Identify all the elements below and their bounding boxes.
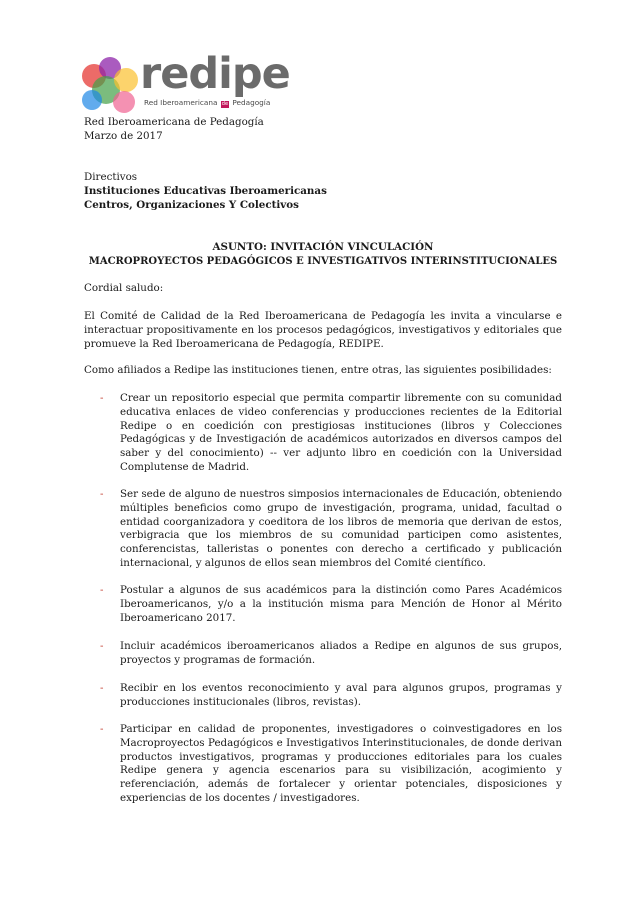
recipient-line-3: Centros, Organizaciones Y Colectivos	[84, 199, 299, 211]
list-item-text: Participar en calidad de proponentes, investigadores o coinvestigadores en los Macroproyectos Pedagógicos e Investigativos Interinstitucionales, de donde derivan productos investigativos, programas y producciones editoriales para los cuales Redipe genera y agencia escenarios para su visibilización, acogimiento y referenciación, además de fortalecer y orientar potenciales, disposiciones y experiencias de los docentes / investigadores.	[120, 723, 562, 804]
subject-line-1: ASUNTO: INVITACIÓN VINCULACIÓN	[212, 241, 434, 253]
bullet-dash: -	[100, 682, 104, 694]
recipient-line-1: Directivos	[84, 171, 138, 183]
list-item-text: Crear un repositorio especial que permita compartir libremente con su comunidad educativa enlaces de video conferencias y producciones recientes de la Editorial Redipe o en coedición con prestigiosas instituciones (libros y Colecciones Pedagógicas y de Investigación de académicos autorizados en diversos campos del saber y del conocimiento) -- ver adjunto libro en coedición con la Universidad Complutense de Madrid.	[120, 392, 562, 473]
list-item-text: Ser sede de alguno de nuestros simposios internacionales de Educación, obteniendo múltiples beneficios como grupo de investigación, programa, unidad, facultad o entidad coorganizadora y coeditora de los libros de memoria que derivan de estos, verbigracia que los miembros de su comunidad participen como asistentes, conferencistas, talleristas o ponentes con derecho a certificado y publicación internacional, y algunos de ellos sean miembros del Comité científico.	[120, 488, 562, 569]
greeting: Cordial saludo:	[84, 282, 164, 294]
subject-line-2: MACROPROYECTOS PEDAGÓGICOS E INVESTIGATIVOS INTERINSTITUCIONALES	[88, 256, 558, 267]
recipient-line-2: Instituciones Educativas Iberoamericanas	[84, 185, 327, 197]
logo-tagline-a: Red Iberoamericana	[144, 98, 218, 107]
bullet-dash: -	[100, 584, 104, 596]
header-org: Red Iberoamericana de Pedagogía	[84, 116, 264, 128]
bullet-dash: -	[100, 640, 104, 652]
bullet-dash: -	[100, 723, 104, 735]
logo-tagline	[144, 98, 270, 108]
logo-wordmark: redipe	[140, 49, 290, 99]
header-date: Marzo de 2017	[84, 130, 163, 142]
intro-paragraph: El Comité de Calidad de la Red Iberoamericana de Pedagogía les invita a vincularse e interactuar propositivamente en los procesos pedagógicos, investigativos y editoriales que promueve la Red Iberoamericana de Pedagogía, REDIPE.	[84, 310, 562, 351]
redipe-logo	[80, 49, 290, 118]
list-item-text: Incluir académicos iberoamericanos aliados a Redipe en algunos de sus grupos, proyectos y programas de formación.	[120, 640, 562, 666]
bullet-dash: -	[100, 392, 104, 404]
list-item-text: Recibir en los eventos reconocimiento y aval para algunos grupos, programas y producciones institucionales (libros, revistas).	[120, 682, 562, 708]
affiliates-paragraph: Como afiliados a Redipe las instituciones tienen, entre otras, las siguientes posibilidades:	[84, 364, 552, 376]
logo-tagline-b: de	[221, 101, 229, 107]
list-item-text: Postular a algunos de sus académicos para la distinción como Pares Académicos Iberoamericanos, y/o a la institución misma para Mención de Honor al Mérito Iberoamericano 2017.	[120, 584, 562, 624]
logo-tagline-c: Pedagogía	[232, 98, 271, 107]
bullet-dash: -	[100, 488, 104, 500]
